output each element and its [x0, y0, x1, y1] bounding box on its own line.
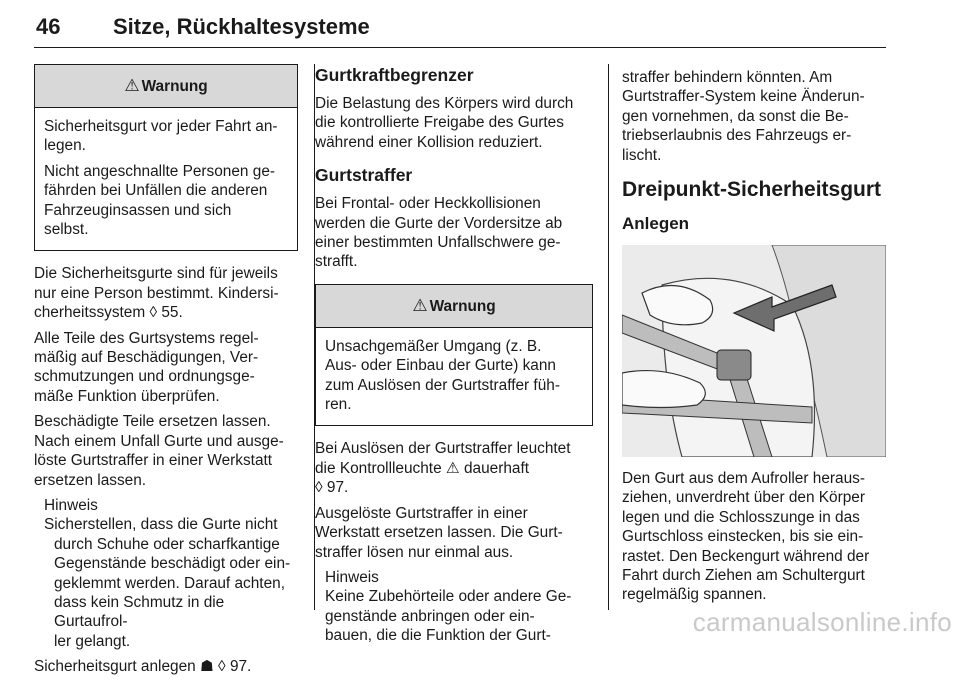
- note-title-2: Hinweis: [325, 568, 379, 586]
- paragraph-fasten-instructions: Den Gurt aus dem Aufroller heraus- ziehen, unverdreht über den Körper legen und die Schlosszunge in das Gurtschloss einstecken, bis sie ein- rastet. Den Beckengurt während der Fahrt durch Ziehen am Schultergurt regelmäßig spannen.: [622, 470, 870, 604]
- note-title: Hinweis: [44, 496, 98, 514]
- note-box-2: [315, 568, 593, 646]
- paragraph-continued: straffer behindern könnten. Am Gurtstraffer-System keine Änderun- gen vornehmen, da sonst die Be- triebserlaubnis des Fahrzeugs er- lischt.: [622, 69, 865, 164]
- warning-title: Warnung: [141, 78, 208, 95]
- column-1: [34, 64, 298, 683]
- heading-fasten: Anlegen: [622, 214, 690, 234]
- warning-text-3: Unsachgemäßer Umgang (z. B. Aus- oder Einbau der Gurte) kann zum Auslösen der Gurtstraffer füh- ren.: [325, 337, 560, 414]
- note-box: [34, 496, 298, 651]
- paragraph-belt-tensioner: Bei Frontal- oder Heckkollisionen werden die Gurte der Vordersitze ab einer bestimmten Unfallschwere ge- strafft.: [315, 195, 563, 271]
- note-text: Sicherstellen, dass die Gurte nicht durch Schuhe oder scharfkantige Gegenstände beschädigt oder ein- geklemmt werden. Darauf achten, dass kein Schmutz in die Gurtaufrol- ler gelangt.: [44, 516, 291, 650]
- note-text-2: Keine Zubehörteile oder andere Ge- genstände anbringen oder ein- bauen, die die Funktion der Gurt-: [325, 588, 572, 645]
- warning-triangle-icon: ⚠: [124, 76, 140, 95]
- column-divider-2: [608, 64, 609, 610]
- header-rule: [34, 47, 886, 48]
- column-2: [315, 64, 593, 652]
- warning-box: [34, 64, 298, 251]
- seatbelt-illustration: [622, 245, 886, 457]
- warning-box-2: [315, 284, 593, 427]
- warning-text-1: Sicherheitsgurt vor jeder Fahrt an- legen.: [44, 118, 278, 155]
- paragraph-control-light: Bei Auslösen der Gurtstraffer leuchtet die Kontrollleuchte ⚠ dauerhaft ◊ 97.: [315, 440, 571, 497]
- paragraph-force-limiter: Die Belastung des Körpers wird durch die kontrollierte Freigabe des Gurtes während einer Kollision reduziert.: [315, 95, 574, 151]
- seatbelt-illustration-drawing: [622, 245, 886, 457]
- running-title: Sitze, Rückhaltesysteme: [113, 14, 370, 39]
- paragraph-fasten-ref: Sicherheitsgurt anlegen ☗ ◊ 97.: [34, 658, 252, 676]
- paragraph-replace-tensioner: Ausgelöste Gurtstraffer in einer Werkstatt ersetzen lassen. Die Gurt- straffer lösen nur einmal aus.: [315, 504, 563, 561]
- warning-title-2: Warnung: [429, 297, 496, 315]
- paragraph-replace-parts: Beschädigte Teile ersetzen lassen. Nach einem Unfall Gurte und ausge- löste Gurtstraffer in einer Werkstatt ersetzen lassen.: [34, 413, 284, 489]
- column-3: [622, 68, 886, 611]
- heading-belt-force-limiter: Gurtkraftbegrenzer: [315, 65, 474, 85]
- paragraph-check-parts: Alle Teile des Gurtsystems regel- mäßig auf Beschädigungen, Ver- schmutzungen und ordnungsge- mäße Funktion überprüfen.: [34, 329, 259, 405]
- heading-three-point-belt: Dreipunkt-Sicherheitsgurt: [622, 178, 882, 202]
- page-number: 46: [36, 14, 61, 39]
- warning-header: [35, 65, 297, 108]
- heading-belt-tensioner: Gurtstraffer: [315, 165, 413, 186]
- watermark: carmanualsonline.info: [692, 607, 952, 637]
- warning-header-2: [316, 285, 592, 328]
- paragraph-one-person: Die Sicherheitsgurte sind für jeweils nur eine Person bestimmt. Kindersi- cherheitssystem ◊ 55.: [34, 265, 279, 322]
- warning-triangle-icon: ⚠: [412, 295, 428, 315]
- warning-text-2: Nicht angeschnallte Personen ge- fährden bei Unfällen die anderen Fahrzeuginsassen und sich selbst.: [44, 162, 276, 239]
